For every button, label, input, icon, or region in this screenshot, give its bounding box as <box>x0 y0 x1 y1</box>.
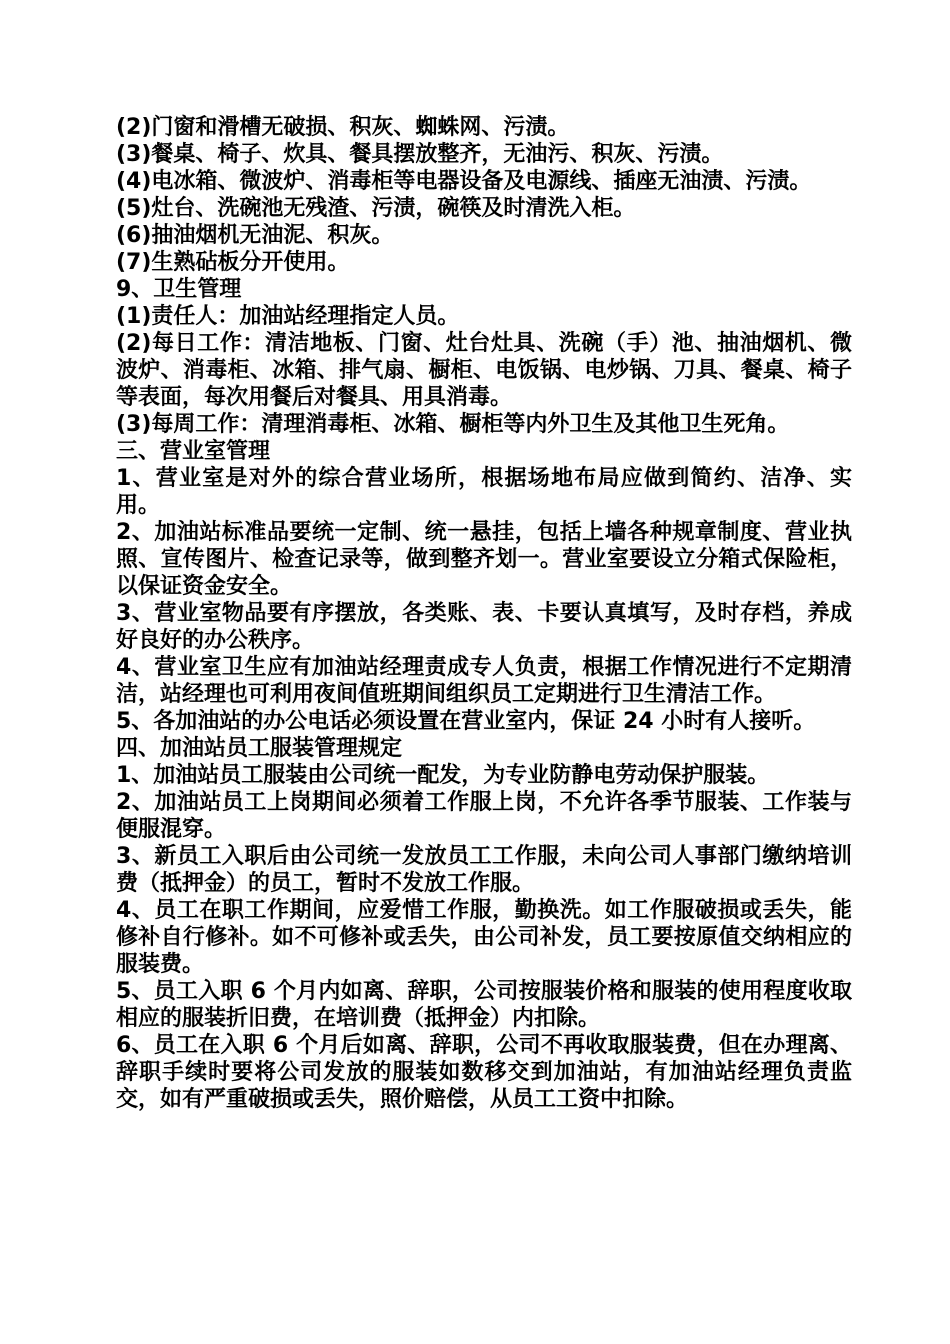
list-item-daily: (2)每日工作：清洁地板、门窗、灶台灶具、洗碗（手）池、抽油烟机、微波炉、消毒柜、冰箱、排气扇、橱柜、电饭锅、电炒锅、刀具、餐桌、椅子等表面，每次用餐后对餐具、用具消毒。 <box>116 331 852 410</box>
list-item-2: (2)门窗和滑槽无破损、积灰、蜘蛛网、污渍。 <box>116 115 570 140</box>
paragraph-business-1: 1、营业室是对外的综合营业场所，根据场地布局应做到简约、洁净、实用。 <box>116 466 852 518</box>
paragraph-uniform-1: 1、加油站员工服装由公司统一配发，为专业防静电劳动保护服装。 <box>116 763 770 788</box>
paragraph-uniform-5: 5、员工入职 6 个月内如离、辞职，公司按服装价格和服装的使用程度收取相应的服装折旧费，在培训费（抵押金）内扣除。 <box>116 979 852 1031</box>
section-heading-hygiene: 9、卫生管理 <box>116 277 242 302</box>
list-item-weekly: (3)每周工作：清理消毒柜、冰箱、橱柜等内外卫生及其他卫生死角。 <box>116 412 790 437</box>
paragraph-business-2: 2、加油站标准品要统一定制、统一悬挂，包括上墙各种规章制度、营业执照、宣传图片、检查记录等，做到整齐划一。营业室要设立分箱式保险柜，以保证资金安全。 <box>116 520 852 599</box>
section-heading-uniform: 四、加油站员工服装管理规定 <box>116 736 403 761</box>
list-item-responsible: (1)责任人：加油站经理指定人员。 <box>116 304 460 329</box>
list-item-3: (3)餐桌、椅子、炊具、餐具摆放整齐，无油污、积灰、污渍。 <box>116 142 724 167</box>
list-item-6: (6)抽油烟机无油泥、积灰。 <box>116 223 394 248</box>
paragraph-business-3: 3、营业室物品要有序摆放，各类账、表、卡要认真填写，及时存档，养成好良好的办公秩序。 <box>116 601 852 653</box>
list-item-7: (7)生熟砧板分开使用。 <box>116 250 350 275</box>
list-item-4: (4)电冰箱、微波炉、消毒柜等电器设备及电源线、插座无油渍、污渍。 <box>116 169 812 194</box>
list-item-5: (5)灶台、洗碗池无残渣、污渍，碗筷及时清洗入柜。 <box>116 196 636 221</box>
paragraph-uniform-6: 6、员工在入职 6 个月后如离、辞职，公司不再收取服装费，但在办理离、辞职手续时要将公司发放的服装如数移交到加油站，有加油站经理负责监交，如有严重破损或丢失，照价赔偿，从员工工资中扣除。 <box>116 1033 852 1112</box>
section-heading-business-room: 三、营业室管理 <box>116 439 271 464</box>
paragraph-business-5: 5、各加油站的办公电话必须设置在营业室内，保证 24 小时有人接听。 <box>116 709 816 734</box>
paragraph-uniform-4: 4、员工在职工作期间，应爱惜工作服，勤换洗。如工作服破损或丢失，能修补自行修补。如不可修补或丢失，由公司补发，员工要按原值交纳相应的服装费。 <box>116 898 852 977</box>
document-page <box>116 114 852 1113</box>
paragraph-uniform-2: 2、加油站员工上岗期间必须着工作服上岗，不允许各季节服装、工作装与便服混穿。 <box>116 790 852 842</box>
paragraph-business-4: 4、营业室卫生应有加油站经理责成专人负责，根据工作情况进行不定期清洁，站经理也可利用夜间值班期间组织员工定期进行卫生清洁工作。 <box>116 655 852 707</box>
paragraph-uniform-3: 3、新员工入职后由公司统一发放员工工作服，未向公司人事部门缴纳培训费（抵押金）的员工，暂时不发放工作服。 <box>116 844 852 896</box>
